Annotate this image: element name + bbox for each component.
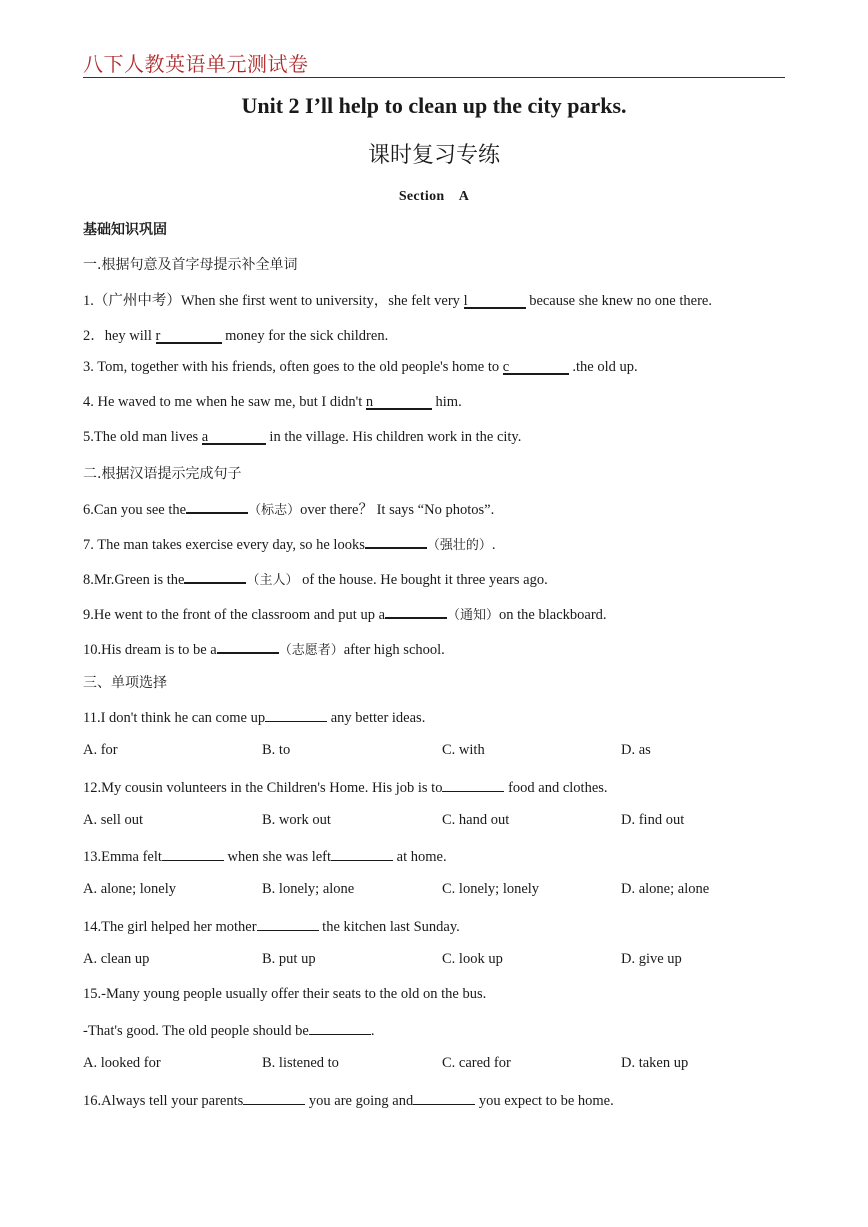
sub-title: 课时复习专练 [367,143,500,168]
answer-blank[interactable]: n [366,394,432,410]
part1-heading: 一.根据句意及首字母提示补全单词 [83,257,298,273]
part2-heading: 二.根据汉语提示完成句子 [83,466,242,482]
answer-blank[interactable] [331,846,393,861]
answer-blank[interactable] [309,1020,371,1035]
answer-blank[interactable] [184,568,246,584]
question-stem: 14.The girl helped her mother the kitchen last Sunday. [83,916,460,936]
option-d[interactable]: D. find out [621,812,685,828]
option-b[interactable]: B. lonely; alone [262,881,355,897]
part2-item: 8.Mr.Green is the （主人） of the house. He bought it three years ago. [83,568,548,589]
answer-blank[interactable] [162,846,224,861]
part1-item: 1.（广州中考）When she first went to university，she felt very l because she knew no one there. [83,293,712,309]
answer-blank[interactable] [413,1090,475,1105]
question-stem: 11.I don't think he can come up any better ideas. [83,707,425,727]
part1-item: 4. He waved to me when he saw me, but I didn't n him. [83,394,462,410]
part-basic-heading: 基础知识巩固 [83,222,167,238]
answer-blank[interactable] [442,777,504,792]
option-a[interactable]: A. looked for [83,1055,161,1071]
part1-item: 2．hey will r money for the sick children. [83,328,389,344]
question-stem: 15.-Many young people usually offer their seats to the old on the bus. [83,986,487,1002]
question-stem: 13.Emma felt when she was left at home. [83,846,447,866]
part2-item: 10.His dream is to be a （志愿者）after high school. [83,638,445,659]
option-a[interactable]: A. clean up [83,951,150,967]
section-title: Section A [398,189,470,204]
answer-blank[interactable] [186,498,248,514]
question-stem-continued: -That's good. The old people should be . [83,1020,374,1040]
option-d[interactable]: D. give up [621,951,682,967]
option-d[interactable]: D. alone; alone [621,881,710,897]
part3-heading: 三、单项选择 [83,675,167,691]
part1-item: 3. Tom, together with his friends, often goes to the old people's home to c .the old up. [83,359,638,375]
answer-blank[interactable]: l [464,293,526,309]
question-stem: 12.My cousin volunteers in the Children's Home. His job is to food and clothes. [83,777,608,797]
option-c[interactable]: C. look up [442,951,503,967]
part2-item: 9.He went to the front of the classroom and put up a （通知）on the blackboard. [83,603,607,624]
question-stem: 16.Always tell your parents you are going and you expect to be home. [83,1090,614,1110]
option-b[interactable]: B. work out [262,812,331,828]
option-b[interactable]: B. put up [262,951,316,967]
header-divider [83,77,785,78]
part1-item: 5.The old man lives a in the village. His children work in the city. [83,429,522,445]
option-a[interactable]: A. for [83,742,118,758]
answer-blank[interactable]: r [156,328,222,344]
answer-blank[interactable] [385,603,447,619]
answer-blank[interactable]: a [202,429,266,445]
header-title: 八下人教英语单元测试卷 [83,52,309,76]
answer-blank[interactable]: c [503,359,569,375]
option-d[interactable]: D. as [621,742,651,758]
option-b[interactable]: B. listened to [262,1055,339,1071]
option-c[interactable]: C. lonely; lonely [442,881,540,897]
option-c[interactable]: C. cared for [442,1055,511,1071]
option-b[interactable]: B. to [262,742,291,758]
answer-blank[interactable] [365,533,427,549]
unit-title: Unit 2 I’ll help to clean up the city parks. [241,93,627,118]
answer-blank[interactable] [243,1090,305,1105]
option-c[interactable]: C. hand out [442,812,510,828]
answer-blank[interactable] [265,707,327,722]
option-c[interactable]: C. with [442,742,485,758]
part2-item: 7. The man takes exercise every day, so he looks （强壮的）. [83,533,496,554]
answer-blank[interactable] [217,638,279,654]
part2-item: 6.Can you see the （标志）over there？ It says “No photos”. [83,498,494,519]
answer-blank[interactable] [257,916,319,931]
option-a[interactable]: A. sell out [83,812,144,828]
option-a[interactable]: A. alone; lonely [83,881,177,897]
option-d[interactable]: D. taken up [621,1055,689,1071]
